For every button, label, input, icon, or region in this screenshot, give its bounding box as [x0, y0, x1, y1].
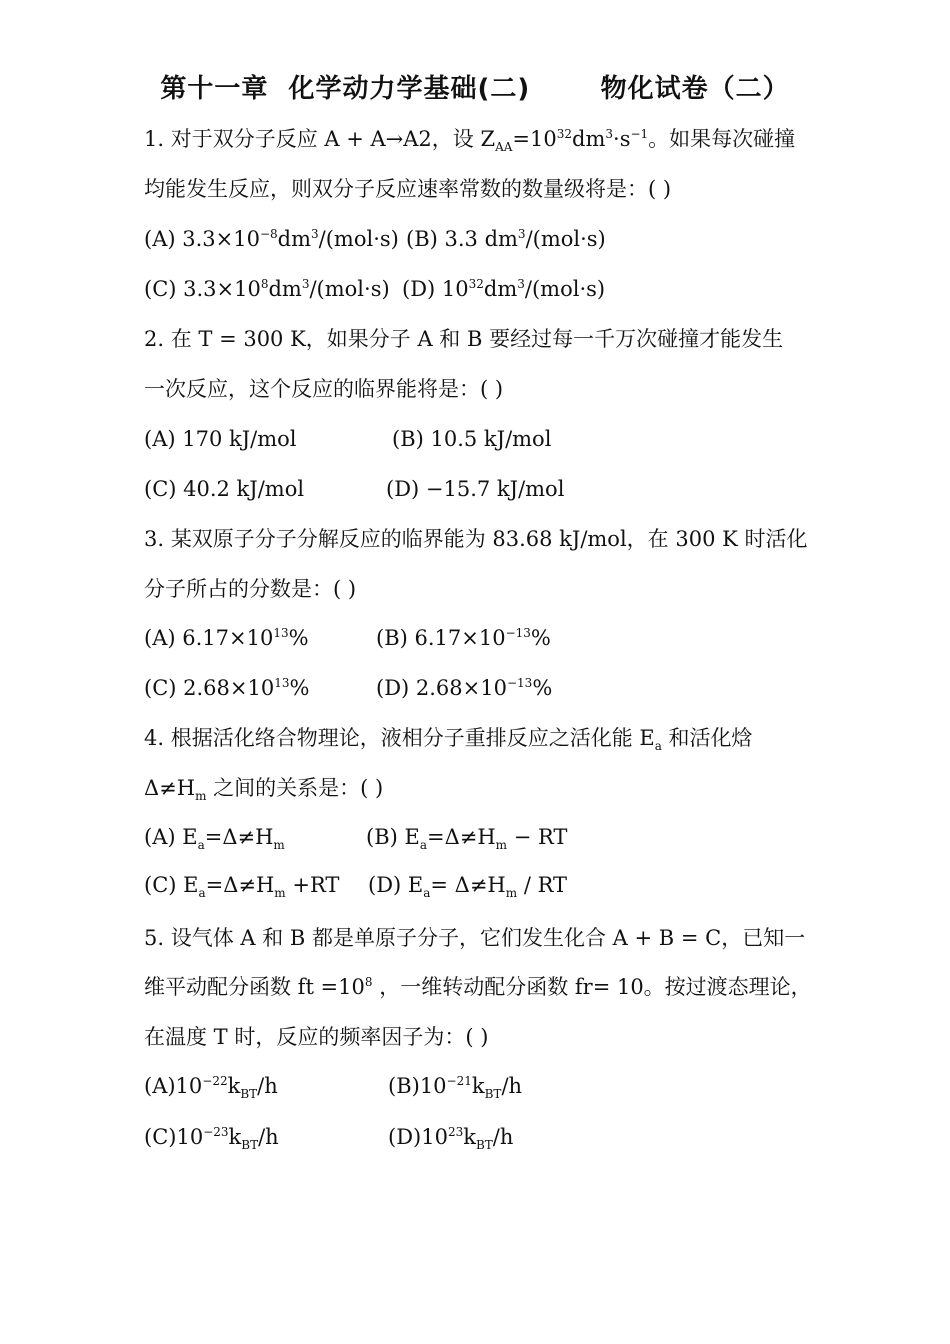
question-5-option-d: $(D)10^{23}k_{BT}/h$ — [388, 1125, 514, 1153]
page-title: 第十一章 化学动力学基础(二) 物化试卷（二） — [160, 74, 790, 104]
question-5-line-3: 在温度 T 时，反应的频率因子为：( ) — [144, 1025, 489, 1049]
question-1-option-a: (A) $3.3\times 10^{-8}dm^3/(mol\cdot s)$ — [144, 227, 399, 251]
question-5-option-b: $(B)10^{-21}k_{BT}/h$ — [388, 1074, 523, 1102]
question-3-option-c: (C) $2.68\times 10^{13}\%$ — [144, 676, 310, 700]
question-3-option-d: (D) $2.68\times 10^{-13}\%$ — [376, 676, 553, 700]
question-2-line-1: 2. 在 T = 300 K，如果分子 A 和 B 要经过每一千万次碰撞才能发生 — [144, 327, 784, 351]
question-1-option-c: (C) $3.3\times 10^8dm^3/(mol\cdot s)$ — [144, 277, 390, 301]
question-3-line-1: 3. 某双原子分子分解反应的临界能为 83.68 kJ/mol，在 300 K 时活化 — [144, 527, 808, 551]
question-2-option-c: (C) 40.2 kJ/mol — [144, 477, 305, 501]
question-4-line-2: $\Delta\ne H_m$ 之间的关系是：( ) — [144, 776, 384, 804]
question-4-option-d: (D) $E_a= \Delta\ne H_m$ / RT — [368, 873, 568, 901]
question-1-line-1: 1. 对于双分子反应 A + A→A2，设 $Z_{AA}=10^{32}dm^3\cdot s^{-1}$。如果每次碰撞 — [144, 127, 796, 155]
question-1-option-d: (D) $10^{32}dm^3/(mol\cdot s)$ — [402, 277, 606, 301]
question-5-line-2: 维平动配分函数 ft $=10^8$ ，一维转动配分函数 fr= 10。按过渡态理论， — [144, 975, 812, 999]
question-2-option-d: (D) −15.7 kJ/mol — [386, 477, 565, 501]
question-2-option-a: (A) 170 kJ/mol — [144, 427, 297, 451]
question-4-line-1: 4. 根据活化络合物理论，液相分子重排反应之活化能 $E_a$ 和活化焓 — [144, 726, 753, 754]
question-2-option-b: (B) 10.5 kJ/mol — [392, 427, 552, 451]
question-5-option-a: $(A)10^{-22}k_{BT}/h$ — [144, 1074, 278, 1102]
question-5-line-1: 5. 设气体 A 和 B 都是单原子分子，它们发生化合 A + B = C，已知一 — [144, 926, 806, 950]
question-3-option-a: (A) $6.17\times 10^{13}\%$ — [144, 626, 309, 650]
question-4-option-b: (B) $E_a=\Delta\ne H_m$ − RT — [366, 825, 568, 853]
question-5-option-c: $(C)10^{-23}k_{BT}/h$ — [144, 1125, 279, 1153]
question-1-line-2: 均能发生反应，则双分子反应速率常数的数量级将是：( ) — [144, 177, 672, 201]
question-1-option-b: (B) 3.3 $dm^3/(mol\cdot s)$ — [406, 227, 606, 251]
question-4-option-a: (A) $E_a=\Delta\ne H_m$ — [144, 825, 285, 853]
question-4-option-c: (C) $E_a=\Delta\ne H_m +RT$ — [144, 873, 340, 901]
question-3-option-b: (B) $6.17\times 10^{-13}\%$ — [376, 626, 551, 650]
question-3-line-2: 分子所占的分数是：( ) — [144, 577, 357, 601]
question-2-line-2: 一次反应，这个反应的临界能将是：( ) — [144, 377, 504, 401]
